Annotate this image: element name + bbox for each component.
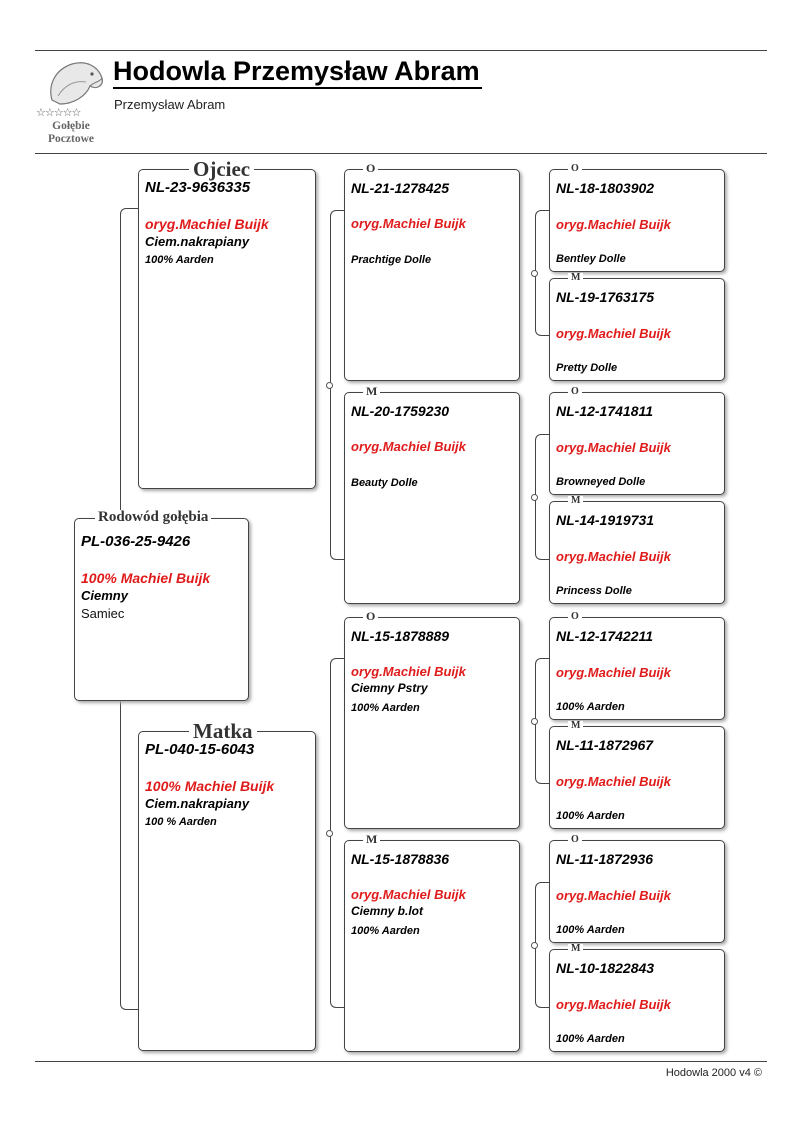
grandparent-origin: oryg.Machiel Buijk: [351, 216, 466, 231]
great-grandparent-note: Browneyed Dolle: [556, 476, 646, 488]
great-grandparent-ring: NL-10-1822843: [556, 960, 655, 976]
logo: [34, 56, 108, 148]
father-note: 100% Aarden: [145, 254, 214, 266]
pigeon-card-label: Rodowód gołębia: [95, 510, 211, 525]
grandparent-card[interactable]: [344, 832, 520, 1052]
grandparent-card-label: M: [363, 385, 380, 397]
mother-color: Ciem.nakrapiany: [145, 796, 250, 811]
grandparent-note: Prachtige Dolle: [351, 254, 432, 266]
great-grandparent-note: 100% Aarden: [556, 701, 625, 713]
great-grandparent-note: 100% Aarden: [556, 810, 625, 822]
great-grandparent-origin: oryg.Machiel Buijk: [556, 665, 671, 680]
great-grandparent-card-label: O: [568, 164, 582, 174]
father-card-label: Ojciec: [189, 159, 254, 180]
connector-node: [531, 270, 538, 277]
grandparent-note: Beauty Dolle: [351, 477, 418, 489]
great-grandparent-card[interactable]: [549, 272, 725, 381]
connector-node: [531, 942, 538, 949]
grandparent-ring: NL-15-1878836: [351, 851, 450, 867]
pigeon-origin: 100% Machiel Buijk: [81, 570, 211, 586]
great-grandparent-note: Bentley Dolle: [556, 253, 626, 265]
top-rule: [35, 50, 767, 51]
great-grandparent-ring: NL-19-1763175: [556, 289, 655, 305]
pigeon-logo-icon: [34, 56, 108, 108]
great-grandparent-card[interactable]: [549, 834, 725, 943]
great-grandparent-origin: oryg.Machiel Buijk: [556, 549, 671, 564]
pigeon-ring: PL-036-25-9426: [81, 533, 191, 550]
mother-card[interactable]: [138, 719, 316, 1051]
grandparent-ring: NL-20-1759230: [351, 403, 450, 419]
father-origin: oryg.Machiel Buijk: [145, 216, 269, 232]
grandparent-note: 100% Aarden: [351, 702, 420, 714]
grandparent-origin: oryg.Machiel Buijk: [351, 887, 466, 902]
connector-node: [531, 494, 538, 501]
great-grandparent-note: 100% Aarden: [556, 1033, 625, 1045]
grandparent-card-label: M: [363, 833, 380, 845]
footer-rule: [35, 1061, 767, 1062]
great-grandparent-card[interactable]: [549, 720, 725, 829]
great-grandparent-note: Princess Dolle: [556, 585, 632, 597]
page-title: Hodowla Przemysław Abram: [113, 55, 482, 89]
grandparent-color: Ciemny b.lot: [351, 904, 424, 918]
great-grandparent-card-label: M: [568, 273, 583, 283]
grandparent-card[interactable]: [344, 609, 520, 829]
great-grandparent-ring: NL-11-1872936: [556, 851, 654, 867]
great-grandparent-origin: oryg.Machiel Buijk: [556, 888, 671, 903]
father-card[interactable]: [138, 157, 316, 489]
great-grandparent-card[interactable]: [549, 495, 725, 604]
connector-node: [326, 382, 333, 389]
grandparent-origin: oryg.Machiel Buijk: [351, 439, 466, 454]
grandparent-card-label: O: [363, 162, 378, 174]
mother-card-label: Matka: [189, 721, 257, 742]
great-grandparent-card-label: O: [568, 387, 582, 397]
mother-origin: 100% Machiel Buijk: [145, 778, 275, 794]
grandparent-color: Ciemny Pstry: [351, 681, 428, 695]
logo-text-line1: Gołębie: [52, 120, 90, 132]
great-grandparent-card-label: M: [568, 721, 583, 731]
footer-credit: Hodowla 2000 v4 ©: [665, 1067, 762, 1079]
father-color: Ciem.nakrapiany: [145, 234, 250, 249]
grandparent-ring: NL-21-1278425: [351, 180, 450, 196]
great-grandparent-card[interactable]: [549, 163, 725, 272]
pigeon-card[interactable]: [74, 509, 249, 701]
great-grandparent-note: Pretty Dolle: [556, 362, 618, 374]
great-grandparent-card-label: M: [568, 496, 583, 506]
owner-name: Przemysław Abram: [114, 97, 226, 112]
great-grandparent-origin: oryg.Machiel Buijk: [556, 326, 671, 341]
great-grandparent-ring: NL-18-1803902: [556, 180, 655, 196]
grandparent-card-label: O: [363, 610, 378, 622]
great-grandparent-card-label: O: [568, 835, 582, 845]
grandparent-origin: oryg.Machiel Buijk: [351, 664, 466, 679]
great-grandparent-card[interactable]: [549, 611, 725, 720]
great-grandparent-card-label: M: [568, 944, 583, 954]
great-grandparent-note: 100% Aarden: [556, 924, 625, 936]
pigeon-color: Ciemny: [81, 588, 128, 603]
father-ring: NL-23-9636335: [145, 179, 251, 196]
great-grandparent-origin: oryg.Machiel Buijk: [556, 997, 671, 1012]
great-grandparent-ring: NL-11-1872967: [556, 737, 654, 753]
header-rule: [35, 153, 767, 154]
logo-stars: ☆☆☆☆☆: [36, 106, 81, 119]
great-grandparent-card[interactable]: [549, 943, 725, 1052]
pigeon-sex: Samiec: [81, 606, 125, 621]
mother-note: 100 % Aarden: [145, 816, 217, 828]
grandparent-ring: NL-15-1878889: [351, 628, 450, 644]
great-grandparent-ring: NL-12-1742211: [556, 628, 654, 644]
great-grandparent-ring: NL-12-1741811: [556, 403, 654, 419]
great-grandparent-origin: oryg.Machiel Buijk: [556, 440, 671, 455]
connector-node: [326, 830, 333, 837]
great-grandparent-origin: oryg.Machiel Buijk: [556, 774, 671, 789]
grandparent-note: 100% Aarden: [351, 925, 420, 937]
great-grandparent-ring: NL-14-1919731: [556, 512, 655, 528]
logo-text-line2: Pocztowe: [48, 133, 94, 145]
great-grandparent-origin: oryg.Machiel Buijk: [556, 217, 671, 232]
great-grandparent-card[interactable]: [549, 386, 725, 495]
mother-ring: PL-040-15-6043: [145, 741, 255, 758]
great-grandparent-card-label: O: [568, 612, 582, 622]
grandparent-card[interactable]: [344, 161, 520, 381]
grandparent-card[interactable]: [344, 384, 520, 604]
connector-node: [531, 718, 538, 725]
